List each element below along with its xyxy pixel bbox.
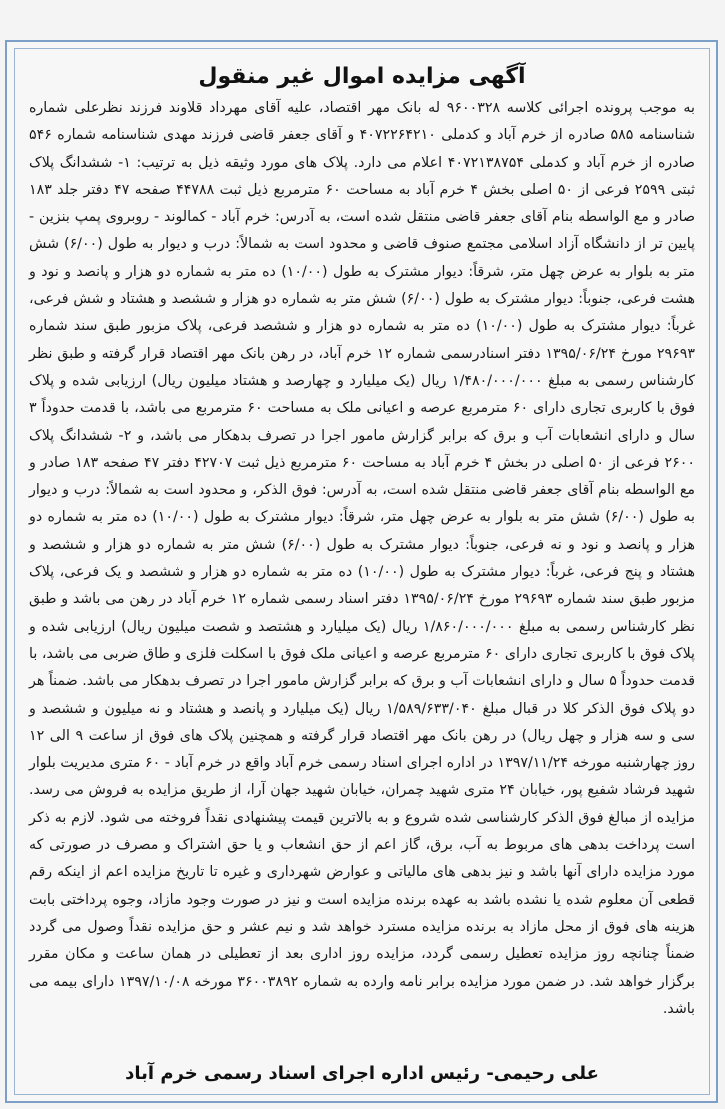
notice-frame <box>5 40 718 1103</box>
notice-body: به موجب پرونده اجرائی کلاسه ۹۶۰۰۳۲۸ له بانک مهر اقتصاد، علیه آقای مهرداد قلاوند فرزند نظرعلی شماره شناسنامه ۵۸۵ صادره از خرم آباد و کدملی ۴۰۷۲۲۶۴۲۱۰ و آقای جعفر قاضی فرزند مهدی شناسنامه شماره ۵۴۶ صادره از خرم آباد و کدملی ۴۰۷۲۱۳۸۷۵۴ اعلام می دارد. پلاک های مورد وثیقه ذیل به ترتیب: ۱- ششدانگ پلاک ثبتی ۲۵۹۹ فرعی از ۵۰ اصلی بخش ۴ خرم آباد به مساحت ۶۰ مترمربع ذیل ثبت ۴۴۷۸۸ صفحه ۴۷ دفتر جلد ۱۸۳ صادر و مع الواسطه بنام آقای جعفر قاضی منتقل شده است، به آدرس: خرم آباد - کمالوند - روبروی پمپ بنزین - پایین تر از دانشگاه آزاد اسلامی مجتمع صنوف قاضی و محدود است به شمالاً: درب و دیوار به طول (۶/۰۰) شش متر به بلوار به عرض چهل متر، شرقاً: دیوار مشترک به طول (۱۰/۰۰) ده متر به شماره دو هزار و پانصد و نود و هشت فرعی، جنوباً: دیوار مشترک به طول (۶/۰۰) شش متر به شماره دو هزار و ششصد و هشتاد و شش فرعی، غرباً: دیوار مشترک به طول (۱۰/۰۰) ده متر به شماره دو هزار و ششصد فرعی، پلاک مزبور طبق سند شماره ۲۹۶۹۳ مورخ ۱۳۹۵/۰۶/۲۴ دفتر اسنادرسمی شماره ۱۲ خرم آباد، در رهن بانک مهر اقتصاد قرار گرفته و طبق نظر کارشناس رسمی به مبلغ ۱/۴۸۰/۰۰۰/۰۰۰ ریال (یک میلیارد و چهارصد و هشتاد میلیون ریال) ارزیابی شده و پلاک فوق با کاربری تجاری دارای ۶۰ مترمربع عرصه و اعیانی ملک به مساحت ۶۰ مترمربع می باشد، با قدمت حدوداً ۳ سال و دارای انشعابات آب و برق که برابر گزارش مامور اجرا در تصرف بدهکار می باشد، و ۲- ششدانگ پلاک ۲۶۰۰ فرعی از ۵۰ اصلی در بخش ۴ خرم آباد به مساحت ۶۰ مترمربع ذیل ثبت ۴۲۷۰۷ دفتر ۴۷ صفحه ۱۸۳ صادر و مع الواسطه بنام آقای جعفر قاضی منتقل شده است، به آدرس: فوق الذکر، و محدود است به شمالاً: درب و دیوار به طول (۶/۰۰) شش متر به بلوار به عرض چهل متر، شرقاً: دیوار مشترک به طول (۱۰/۰۰) ده متر به شماره دو هزار و پانصد و نود و نه فرعی، جنوباً: دیوار مشترک به طول (۶/۰۰) شش متر به شماره دو هزار و ششصد و هشتاد و پنج فرعی، غرباً: دیوار مشترک به طول (۱۰/۰۰) ده متر به شماره دو هزار و ششصد و یک فرعی، پلاک مزبور طبق سند شماره ۲۹۶۹۳ مورخ ۱۳۹۵/۰۶/۲۴ دفتر اسناد رسمی شماره ۱۲ خرم آباد در رهن می باشد و طبق نظر کارشناس رسمی به مبلغ ۱/۸۶۰/۰۰۰/۰۰۰ ریال (یک میلیارد و هشتصد و شصت میلیون ریال) ارزیابی شده و پلاک فوق با کاربری تجاری دارای ۶۰ مترمربع عرصه و اعیانی ملک فوق با اسکلت فلزی و طاق ضربی می باشد، با قدمت حدوداً ۵ سال و دارای انشعابات آب و برق که برابر گزارش مامور اجرا در تصرف بدهکار می باشد. ضمناً هر دو پلاک فوق الذکر کلا در قبال مبلغ ۱/۵۸۹/۶۳۳/۰۴۰ ریال (یک میلیارد و پانصد و هشتاد و نه میلیون و ششصد و سی و سه هزار و چهل ریال) در رهن بانک مهر اقتصاد قرار گرفته و همچنین پلاک های فوق از ساعت ۹ الی ۱۲ روز چهارشنبه مورخه ۱۳۹۷/۱۱/۲۴ در اداره اجرای اسناد رسمی خرم آباد واقع در خرم آباد - ۶۰ متری مدیریت بلوار شهید فرشاد شفیع پور، خیابان ۲۴ متری شهید چمران، خیابان شهید جهان آرا، از طریق مزایده به فروش می رسد. مزایده از مبالغ فوق الذکر کارشناسی شده شروع و به بالاترین قیمت پیشنهادی نقداً فروخته می شود. لازم به ذکر است پرداخت بدهی های مربوط به آب، برق، گاز اعم از حق انشعاب و یا حق اشتراک و مصرف در صورتی که مورد مزایده دارای آنها باشد و نیز بدهی های مالیاتی و عوارض شهرداری و غیره تا تاریخ مزایده اعم از اینکه رقم قطعی آن معلوم شده یا نشده باشد به عهده برنده مزایده است و نیز در صورت وجود مازاد، وجوه پرداختی بابت هزینه های فوق از محل مازاد به برنده مزایده مسترد خواهد شد و نیم عشر و حق مزایده نقداً وصول می گردد ضمناً چنانچه روز مزایده تعطیل رسمی گردد، مزایده روز اداری بعد از تعطیلی در همان ساعت و مکان مقرر برگزار خواهد شد. در ضمن مورد مزایده برابر نامه وارده به شماره ۳۶۰۰۳۸۹۲ مورخه ۱۳۹۷/۱۰/۰۸ دارای بیمه می باشد. <box>29 100 696 1017</box>
notice-signature: علی رحیمی- رئیس اداره اجرای اسناد رسمی خرم آباد <box>125 1063 599 1084</box>
notice-title: آگهی مزایده اموال غیر منقول <box>198 64 526 89</box>
notice-inner-border <box>14 48 710 1095</box>
